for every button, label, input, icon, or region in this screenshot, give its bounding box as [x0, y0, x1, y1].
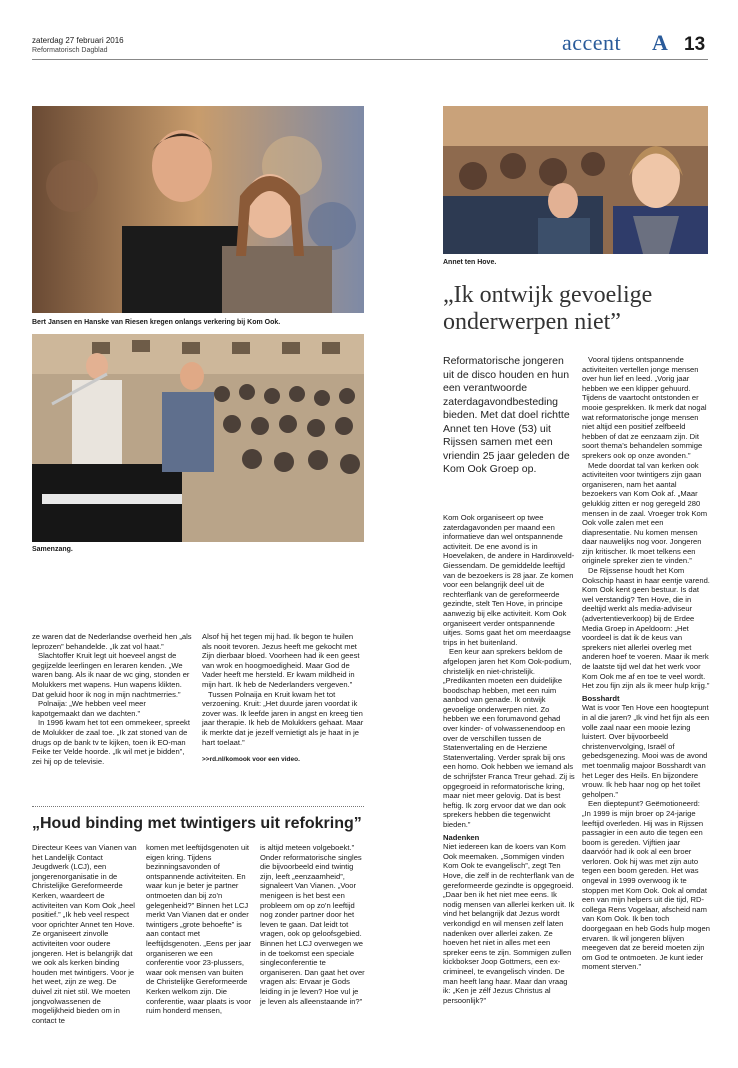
- left-story-paragraph: In 1996 kwam het tot een ommekeer, spreekt de Molukker de zaal toe. „Ik zat stoned van de drugs op de bank tv te kijken, toen ik EO-man Feike ter Velde hoorde. „Ik wil met je bidden”, zei hij op de televisie.: [32, 718, 190, 766]
- main-subhead-nadenken: Nadenken: [443, 832, 480, 842]
- main-col2-paragraph: Wat is voor Ten Hove een hoogtepunt in al die jaren? „Ik vind het fijn als een volle zaal naar een mooie lezing luistert. Over bijvoorbeeld christenvervolging, Israël of gebedsgenezing. Mooi was de avond met toenmalig majoor Bosshardt van het Leger des Heils. En bijzondere vrouw. Ik heb haar nog op het toilet geholpen.”: [582, 703, 710, 799]
- video-link[interactable]: >>rd.nl/komook voor een video.: [202, 756, 300, 764]
- left-story-paragraph: ze waren dat de Nederlandse overheid hen „als leprozen” behandelde. „Ik zat vol haat.”: [32, 632, 192, 651]
- left-story-column-1: [32, 632, 194, 766]
- newspaper-name: Reformatorisch Dagblad: [32, 47, 108, 54]
- annet-photo: [443, 106, 708, 254]
- left-story-paragraph: Alsof hij het tegen mij had. Ik begon te huilen als nooit tevoren. Jezus heeft me gekocht met Zijn dierbaar bloed. Voorheen had ik een geest van wrok en hoogmoedigheid. Maar God de Vader heeft me hersteld. Er kwam mildheid in mijn hart. Ik heb de Nederlanders vergeven.”: [202, 632, 360, 689]
- singing-photo-caption: Samenzang.: [32, 546, 73, 553]
- main-subhead-bosshardt: Bosshardt: [582, 693, 620, 703]
- left-story-paragraph: Slachtoffer Kruit legt uit hoeveel angst de gegijzelde leerlingen en leraren kenden. „We waren bang. Als ik naar de wc ging, stonden er Molukkers met wapens. Hun wapens klikten. Dat geluid hoor ik nog in mijn nachtmerries.”: [32, 651, 190, 699]
- box-column-2: komen met leeftijdsgenoten uit eigen kring. Tijdens bezinningsavonden of ontspannende activiteiten. En waar kun je beter je partner ontmoeten dan bij zo'n gelegenheid?” Binnen het LCJ merkt Van Vianen dat er onder twintigers „grote behoefte” is aan contact met leeftijdsgenoten. „Eens per jaar organiseren we een conferentie voor 23-plussers, waar ook mensen van buiten de Christelijke Gereformeerde Kerken welkom zijn. Die conferentie, waar plaats is voor ruim honderd mensen,: [146, 843, 252, 1016]
- main-intro: Reformatorische jongeren uit de disco houden en hun een verantwoorde zaterdagavondbesteding bieden. Met dat doel richtte Annet ten Hove (53) uit Rijssen samen met een vriendin 25 jaar geleden de Kom Ook Groep op.: [443, 355, 570, 475]
- box-column-3: is altijd meteen volgeboekt.” Onder reformatorische singles die bijvoorbeeld eind twintig zijn, leeft „eenzaamheid”, signaleert Van Vianen. „Voor menigeen is het best een probleem om op zo'n leeftijd nog zonder partner door het leven te gaan. Dat leidt tot vragen, ook op geloofsgebied. Binnen het LCJ overwegen we in de toekomst een speciale singleconferentie te organiseren. Dan gaat het over vragen als: Ervaar je Gods leiding in je leven? Hoe vul je je leven als alleenstaande in?”: [260, 843, 365, 1006]
- couple-photo-caption: Bert Jansen en Hanske van Riesen kregen onlangs verkering bij Kom Ook.: [32, 319, 281, 326]
- box-column-1: Directeur Kees van Vianen van het Landelijk Contact Jeugdwerk (LCJ), een jongerenorganisatie in de Christelijke Gereformeerde Kerken, waardeert de activiteiten van Kom Ook „heel positief.” „Ik heb veel respect voor oprichter Annet ten Hove. Ze organiseert zinvolle activiteiten voor oudere jongeren. Het is belangrijk dat we ook als kerken binding houden met twintigers. Voor je het weet, zijn ze weg. De duivel zit niet stil. We moeten jongvolwassenen de mogelijkheid bieden om in contact te: [32, 843, 137, 1025]
- issue-date: zaterdag 27 februari 2016: [32, 36, 124, 45]
- box-divider: [32, 806, 364, 807]
- main-headline: „Ik ontwijk gevoelige onderwerpen niet”: [443, 282, 653, 335]
- section-logo: A: [652, 30, 668, 55]
- page-number: 13: [684, 34, 706, 55]
- header-rule: [32, 59, 708, 60]
- main-col1-paragraph: Niet iedereen kan de koers van Kom Ook meemaken. „Sommigen vinden Kom Ook te evangelisch”, zegt Ten Hove, die zelf in de rechterflank van de gereformeerde gezindte is opgegroeid. „Daar ben ik het niet mee eens. Ik nodig mensen van allerlei kerken uit. Ik vind het belangrijk dat Jezus wordt verkondigd en wil mensen zelf laten nadenken over allerlei zaken. Ze hoeven het niet in alles met een spreker eens te zijn. Sommigen zullen kickbokser Joop Gottmers, een ex-crimineel, te evangelisch vinden. De man heeft lang haar. Maar dan vraag ik: „Ken je zélf Jezus Christus al persoonlijk?”: [443, 842, 575, 1005]
- left-story-column-2: [202, 632, 364, 765]
- main-col2-paragraph: De Rijssense houdt het Kom Ookschip haast in haar eentje varend. Kom Ook kent geen bestuur. Is dat wel verstandig? Ten Hove, die in deeltijd werkt als media-adviseur (advertentieverkoop) bij de Erdee Media Groep in Apeldoorn: „Het voordeel is dat ik de keus van sprekers niet allerlei overleg met anderen hoef te voeren. Maar ik merk de laatste tijd wel dat het werk voor Kom Ook me af en toe te veel wordt. Het zou fijn zijn als ik meer hulp krijg.”: [582, 566, 710, 691]
- left-story-paragraph: Tussen Polnaija en Kruit kwam het tot verzoening. Kruit: „Het duurde jaren voordat ik zover was. Ik leefde jaren in angst en kreeg tien jaar therapie. Ik heb de Molukkers gehaat. Maar ik merkte dat je jezelf vernietigt als je haat in je hart toelaat.”: [202, 689, 364, 747]
- section-title: accent: [562, 30, 622, 55]
- main-col1-paragraph: Een keur aan sprekers beklom de afgelopen jaren het Kom Ook-podium, christelijk en niet-christelijk. „Predikanten moeten een duidelijke boodschap hebben, met een ruim aanbod van genade. Ik ontwijk gevoelige onderwerpen niet. Zo hebben we een forumavond gehad over kinder- of volwassenendoop en over de verschillen tussen de Statenvertaling en de Herziene Statenvertaling. Verder sprak bij ons een homo. Ook hebben we iemand als de schrijfster Franca Treur gehad. Zij is opgegroeid in reformatorische kring, maar niet meer gelovig. Dat is best heftig. Ik zorg ervoor dat we dan ook sprekers hebben die tegenwicht bieden.”: [443, 647, 575, 829]
- main-article-column-2: [582, 355, 710, 972]
- singing-photo: [32, 334, 364, 542]
- main-col2-paragraph: Vooral tijdens ontspannende activiteiten vertellen jonge mensen over hun lief en leed. „Vorig jaar hebben we een klipper gehuurd. Tijdens de vaartocht ontstonden er mooie gesprekken. Ik merk dat nogal wat reformatorische jonge mensen niet altijd een positief zelfbeeld hebben of dat ze eenzaam zijn. Dit soort thema’s behandelen sommige sprekers ook op onze avonden.”: [582, 355, 707, 460]
- main-col2-paragraph: Een dieptepunt? Geëmotioneerd: „In 1999 is mijn broer op 24-jarige leeftijd overleden. Hij was in Rijssen passagier in een auto die tegen een boom is gereden. Vijftien jaar daarvóór had ik ook al een broer verloren. Ook hij was met zijn auto tegen een boom gereden. Het was ongeval in 1999 overwoog ik te stoppen met Kom Ook. Ook al omdat een van mijn helpers uit die tijd, RD-collega Rens Vogelaar, afscheid nam van Kom Ook. Ik ben toch doorgegaan en heb Gods hulp mogen ervaren. Ik wil jongeren blijven meegeven dat ze bereid moeten zijn om God te ontmoeten. Je kunt ieder moment sterven.”: [582, 799, 710, 972]
- left-story-paragraph: Polnaija: „We hebben veel meer kapotgemaakt dan we dachten.”: [32, 699, 146, 718]
- box-headline: „Houd binding met twintigers uit refokring”: [32, 815, 362, 832]
- couple-photo: [32, 106, 364, 313]
- main-col1-paragraph: Kom Ook organiseert op twee zaterdagavonden per maand een informatieve dan wel ontspannende activiteit. De ene avond is in Hoevelaken, de andere in Hardinxveld-Giessendam. De gemiddelde leeftijd van de bezoekers is 28 jaar. Ze komen voor een belangrijk deel uit de rechterflank van de gereformeerde gezindte, stelt Ten Hove, in principe aanwezig bij elke activiteit. Kom Ook organiseert verder ontspannende uitjes. Soms gaat het om meerdaagse trips in het buitenland.: [443, 513, 575, 647]
- annet-photo-caption: Annet ten Hove.: [443, 259, 497, 266]
- main-article-column-1: [443, 513, 575, 1005]
- main-col2-paragraph: Mede doordat tal van kerken ook activiteiten voor twintigers zijn gaan organiseren, nam het aantal bezoekers van Kom Ook af. „Maar gelukkig zitten er nog geregeld 280 mensen in de zaal. Vroeger trok Kom Ook volle zalen met een diapresentatie. Nu komen mensen daar nauwelijks nog voor. Jongeren zijn kritischer. Ik moet telkens een originele spreker zien te vinden.”: [582, 460, 708, 566]
